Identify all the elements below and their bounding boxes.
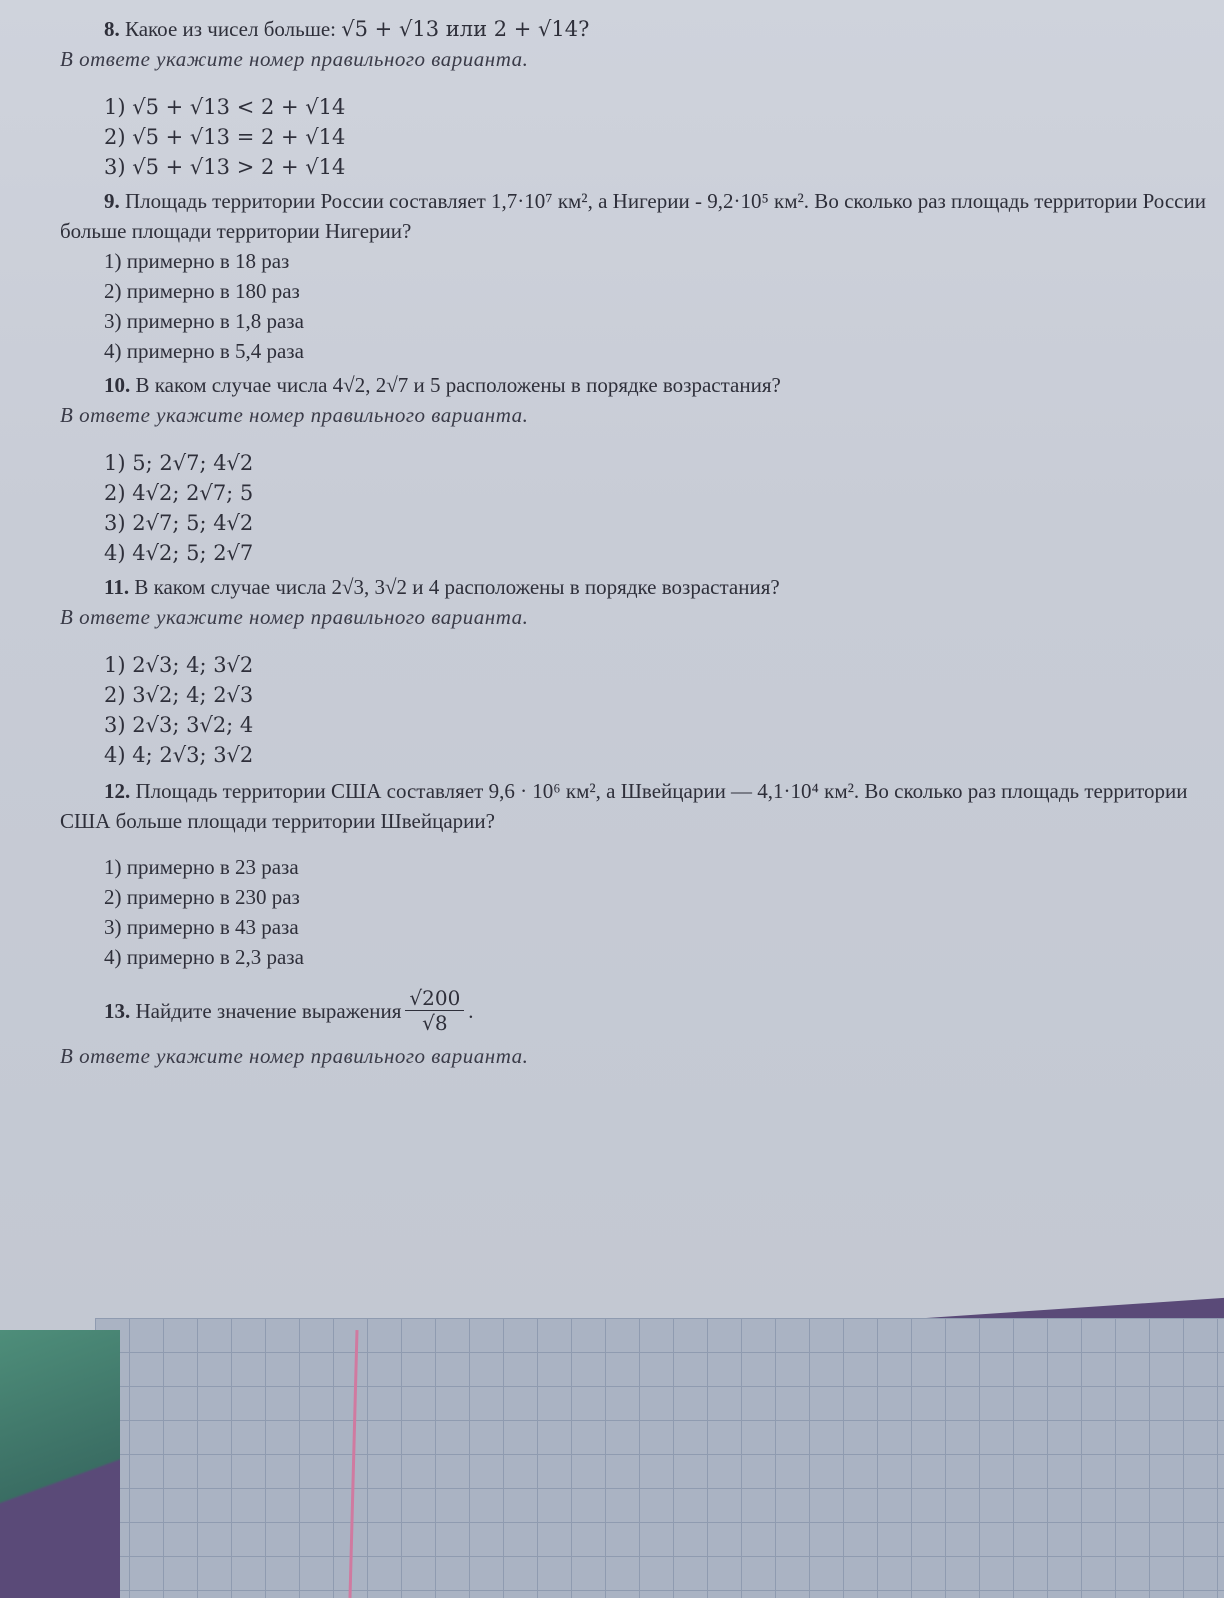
question-11 — [60, 572, 1210, 602]
question-number: 8. — [104, 17, 120, 41]
option: 2) √5 + √13 = 2 + √14 — [104, 125, 346, 149]
question-number: 9. — [104, 189, 120, 213]
question-8 — [60, 14, 1210, 44]
question-12 — [60, 776, 1210, 836]
fraction-numerator: √200 — [405, 986, 464, 1011]
question-expression: √5 + √13 или 2 + √14? — [341, 17, 590, 41]
worksheet-content — [60, 14, 1210, 1089]
question-10 — [60, 370, 1210, 400]
question-text: Площадь территории США составляет 9,6 · 10⁶ км², а Швейцарии — 4,1·10⁴ км². Во сколько раз площадь территории США больше площади территории Швейцарии? — [60, 779, 1188, 833]
fraction-denominator: √8 — [422, 1011, 448, 1035]
option: 2) 3√2; 4; 2√3 — [104, 683, 254, 707]
option: 3) 2√3; 3√2; 4 — [104, 713, 254, 737]
question-number: 10. — [104, 373, 131, 397]
grid-notebook — [95, 1318, 1224, 1598]
option: 1) 5; 2√7; 4√2 — [104, 451, 254, 475]
option: 3) 2√7; 5; 4√2 — [104, 511, 254, 535]
option: 3) примерно в 43 раза — [104, 915, 299, 939]
option: 2) примерно в 180 раз — [104, 279, 300, 303]
options-list — [104, 448, 1210, 568]
question-text: В каком случае числа 2√3, 3√2 и 4 расположены в порядке возрастания? — [134, 575, 780, 599]
option: 4) 4√2; 5; 2√7 — [104, 541, 254, 565]
option: 4) примерно в 5,4 раза — [104, 339, 304, 363]
question-text: Найдите значение выражения — [135, 998, 402, 1023]
answer-hint: В ответе укажите номер правильного варианта. — [60, 47, 529, 71]
options-list — [104, 650, 1210, 770]
option: 3) примерно в 1,8 раза — [104, 309, 304, 333]
question-9 — [60, 186, 1210, 246]
answer-hint: В ответе укажите номер правильного варианта. — [60, 1044, 529, 1068]
question-number: 12. — [104, 779, 131, 803]
option: 3) √5 + √13 > 2 + √14 — [104, 155, 346, 179]
question-text: В каком случае числа 4√2, 2√7 и 5 расположены в порядке возрастания? — [135, 373, 781, 397]
option: 2) 4√2; 2√7; 5 — [104, 481, 254, 505]
answer-hint: В ответе укажите номер правильного варианта. — [60, 403, 529, 427]
question-number: 13. — [104, 998, 131, 1023]
option: 1) примерно в 23 раза — [104, 855, 299, 879]
question-trail: . — [468, 998, 474, 1023]
options-list — [104, 92, 1210, 182]
options-list — [104, 246, 1210, 366]
question-number: 11. — [104, 575, 130, 599]
fraction — [405, 986, 464, 1035]
question-13 — [60, 986, 1210, 1035]
options-list — [104, 852, 1210, 972]
option: 1) примерно в 18 раз — [104, 249, 290, 273]
option: 4) примерно в 2,3 раза — [104, 945, 304, 969]
option: 1) 2√3; 4; 3√2 — [104, 653, 254, 677]
option: 1) √5 + √13 < 2 + √14 — [104, 95, 346, 119]
question-text: Площадь территории России составляет 1,7·10⁷ км², а Нигерии - 9,2·10⁵ км². Во сколько раз площадь территории России больше площади территории Нигерии? — [60, 189, 1206, 243]
green-cover — [0, 1330, 120, 1598]
question-text: Какое из чисел больше: — [125, 17, 337, 41]
option: 4) 4; 2√3; 3√2 — [104, 743, 254, 767]
answer-hint: В ответе укажите номер правильного варианта. — [60, 605, 529, 629]
option: 2) примерно в 230 раз — [104, 885, 300, 909]
